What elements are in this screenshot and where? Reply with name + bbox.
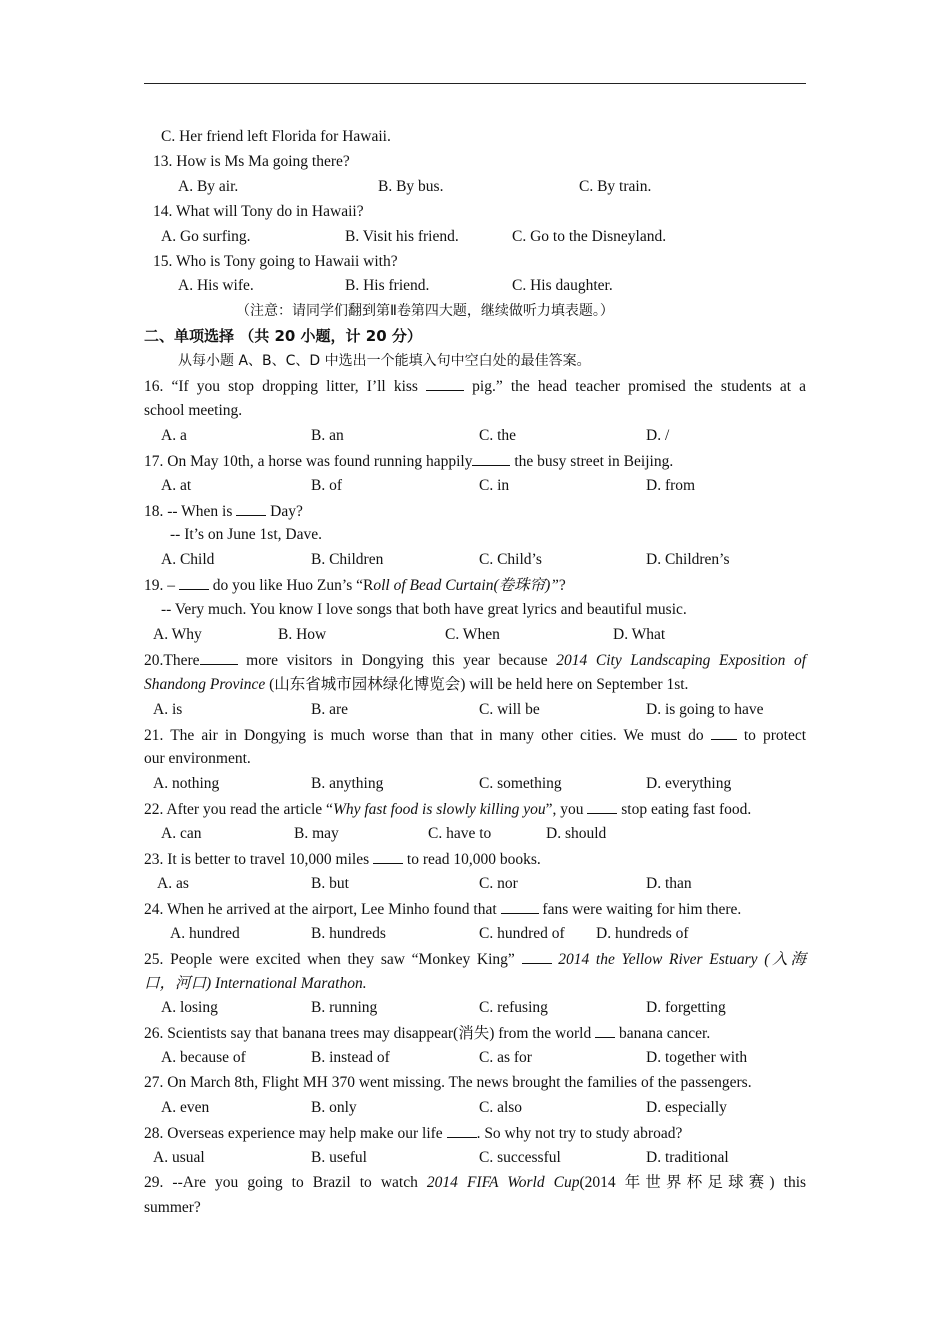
answer-blank [447, 1123, 477, 1138]
question-29: 29. --Are you going to Brazil to watch 2014 FIFA World Cup(2014 年世界杯足球赛) this [144, 1174, 807, 1191]
answer-blank [587, 799, 617, 814]
option-24b: B. hundreds [311, 925, 386, 942]
option-20c: C. will be [479, 701, 540, 718]
option-26a: A. because of [161, 1049, 246, 1066]
option-14c: C. Go to the Disneyland. [512, 228, 667, 245]
question-16: 16. “If you stop dropping litter, I’ll kiss pig.” the head teacher promised the students at a [144, 378, 806, 395]
option-18c: C. Child’s [479, 551, 542, 568]
option-13a: A. By air. [178, 178, 239, 195]
option-27b: B. only [311, 1099, 357, 1116]
option-14b: B. Visit his friend. [345, 228, 459, 245]
option-24d: D. hundreds of [596, 925, 689, 942]
option-15a: A. His wife. [178, 277, 254, 294]
option-line-12c: C. Her friend left Florida for Hawaii. [161, 128, 391, 145]
option-23c: C. nor [479, 875, 518, 892]
option-22a: A. can [161, 825, 202, 842]
question-13: 13. How is Ms Ma going there? [153, 153, 350, 170]
question-20: 20.There more visitors in Dongying this year because 2014 City Landscaping Exposition of [144, 652, 807, 669]
question-19-line2: -- Very much. You know I love songs that both have great lyrics and beautiful music. [161, 601, 687, 618]
option-18d: D. Children’s [646, 551, 730, 568]
option-24a: A. hundred [170, 925, 240, 942]
answer-blank [522, 949, 552, 964]
option-28a: A. usual [153, 1149, 205, 1166]
option-23d: D. than [646, 875, 692, 892]
answer-blank [373, 849, 403, 864]
answer-blank [595, 1023, 615, 1038]
answer-blank [711, 725, 737, 740]
option-23a: A. as [157, 875, 189, 892]
option-16d: D. / [646, 427, 670, 444]
option-27a: A. even [161, 1099, 210, 1116]
option-23b: B. but [311, 875, 349, 892]
option-16a: A. a [161, 427, 187, 444]
question-17: 17. On May 10th, a horse was found running happily the busy street in Beijing. [144, 453, 674, 470]
answer-blank [426, 376, 464, 391]
question-21: 21. The air in Dongying is much worse than that in many other cities. We must do to protect [144, 727, 807, 744]
option-22c: C. have to [428, 825, 492, 842]
option-15b: B. His friend. [345, 277, 430, 294]
option-14a: A. Go surfing. [161, 228, 251, 245]
option-28c: C. successful [479, 1149, 561, 1166]
option-16c: C. the [479, 427, 517, 444]
option-19b: B. How [278, 626, 327, 643]
question-27: 27. On March 8th, Flight MH 370 went missing. The news brought the families of the passengers. [144, 1074, 752, 1091]
option-18a: A. Child [161, 551, 215, 568]
option-21d: D. everything [646, 775, 732, 792]
option-25d: D. forgetting [646, 999, 726, 1016]
option-27c: C. also [479, 1099, 523, 1116]
option-19d: D. What [613, 626, 666, 643]
section-title: 二、单项选择 （共 20 小题，计 20 分） [144, 327, 422, 345]
question-23: 23. It is better to travel 10,000 miles to read 10,000 books. [144, 851, 541, 868]
option-28d: D. traditional [646, 1149, 729, 1166]
listening-note: （注意：请同学们翻到第Ⅱ卷第四大题，继续做听力填表题。） [236, 303, 614, 319]
question-18-line2: -- It’s on June 1st, Dave. [170, 526, 322, 543]
question-16-line2: school meeting. [144, 402, 243, 419]
option-22d: D. should [546, 825, 607, 842]
option-19a: A. Why [153, 626, 202, 643]
option-22b: B. may [294, 825, 339, 842]
option-15c: C. His daughter. [512, 277, 613, 294]
option-25a: A. losing [161, 999, 218, 1016]
option-28b: B. useful [311, 1149, 367, 1166]
option-19c: C. When [445, 626, 500, 643]
question-15: 15. Who is Tony going to Hawaii with? [153, 253, 398, 270]
header-rule [144, 83, 806, 84]
answer-blank [501, 899, 539, 914]
question-25-line2: 口，河口) International Marathon. [144, 975, 367, 992]
question-20-line2: Shandong Province (山东省城市园林绿化博览会) will be held here on September 1st. [144, 676, 689, 693]
option-26c: C. as for [479, 1049, 532, 1066]
option-21a: A. nothing [153, 775, 220, 792]
question-24: 24. When he arrived at the airport, Lee Minho found that fans were waiting for him there. [144, 901, 742, 918]
answer-blank [200, 650, 238, 665]
question-28: 28. Overseas experience may help make our life . So why not try to study abroad? [144, 1125, 683, 1142]
option-17b: B. of [311, 477, 342, 494]
question-22: 22. After you read the article “Why fast food is slowly killing you”, you stop eating fast food. [144, 801, 752, 818]
option-25b: B. running [311, 999, 378, 1016]
option-17d: D. from [646, 477, 696, 494]
option-13c: C. By train. [579, 178, 652, 195]
option-20b: B. are [311, 701, 349, 718]
option-27d: D. especially [646, 1099, 727, 1116]
option-26d: D. together with [646, 1049, 748, 1066]
answer-blank [236, 501, 266, 516]
question-26: 26. Scientists say that banana trees may disappear(消失) from the world banana cancer. [144, 1025, 711, 1042]
option-20a: A. is [153, 701, 183, 718]
question-18: 18. -- When is Day? [144, 503, 303, 520]
question-21-line2: our environment. [144, 750, 251, 767]
option-24c: C. hundred of [479, 925, 565, 942]
option-13b: B. By bus. [378, 178, 444, 195]
answer-blank [472, 451, 510, 466]
option-21b: B. anything [311, 775, 384, 792]
question-19: 19. – do you like Huo Zun’s “Roll of Bead Curtain(卷珠帘)”? [144, 577, 566, 594]
option-25c: C. refusing [479, 999, 548, 1016]
option-17c: C. in [479, 477, 510, 494]
question-14: 14. What will Tony do in Hawaii? [153, 203, 364, 220]
option-26b: B. instead of [311, 1049, 390, 1066]
option-17a: A. at [161, 477, 192, 494]
answer-blank [179, 575, 209, 590]
section-instruction: 从每小题 A、B、C、D 中选出一个能填入句中空白处的最佳答案。 [178, 353, 591, 369]
option-18b: B. Children [311, 551, 384, 568]
option-16b: B. an [311, 427, 344, 444]
question-25: 25. People were excited when they saw “Monkey King” 2014 the Yellow River Estuary (入海 [144, 951, 806, 968]
option-20d: D. is going to have [646, 701, 764, 718]
option-21c: C. something [479, 775, 562, 792]
question-29-line2: summer? [144, 1199, 201, 1216]
